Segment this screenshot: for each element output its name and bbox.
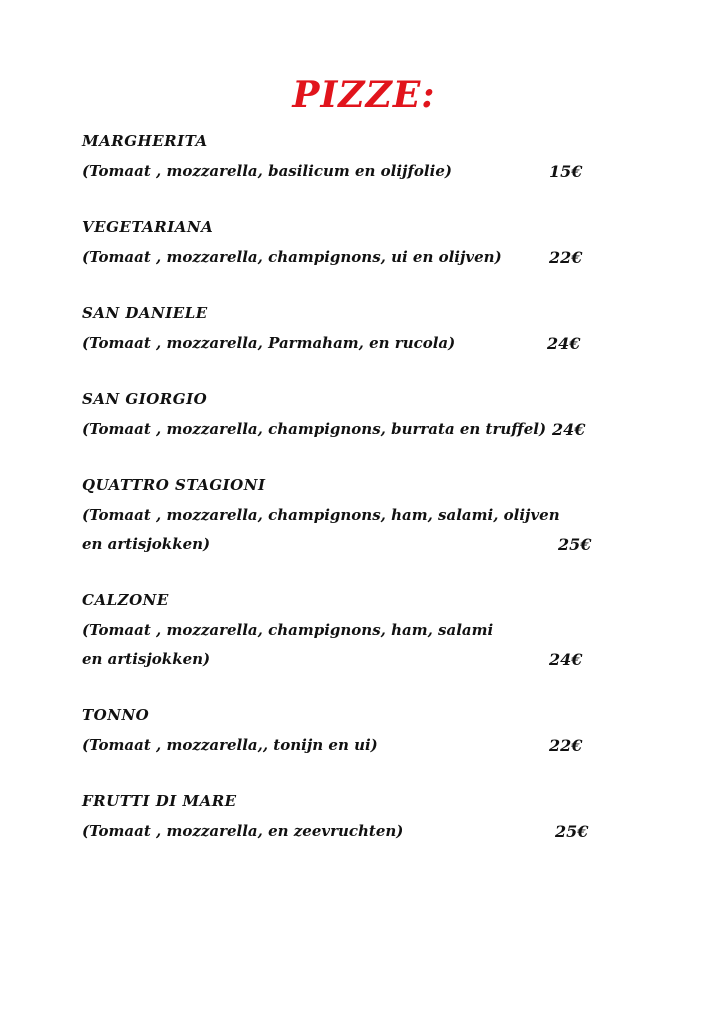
menu-item-margherita	[82, 128, 612, 214]
item-description	[82, 329, 552, 358]
item-price: 24€	[549, 650, 583, 669]
item-description-line: (Tomaat , mozzarella, Parmaham, en rucola)	[82, 334, 456, 352]
item-name: MARGHERITA	[82, 132, 208, 150]
item-description	[82, 616, 552, 674]
item-description-line: en artisjokken)	[82, 535, 211, 553]
item-description-line: (Tomaat , mozzarella, champignons, ui en olijven)	[82, 248, 502, 266]
menu-item-san-giorgio	[82, 386, 612, 472]
item-description-line: en artisjokken)	[82, 650, 211, 668]
item-description-line: (Tomaat , mozzarella,, tonijn en ui)	[82, 736, 378, 754]
item-name: VEGETARIANA	[82, 218, 214, 236]
item-description-line: (Tomaat , mozzarella, basilicum en olijfolie)	[82, 162, 452, 180]
item-description-line: (Tomaat , mozzarella, champignons, burrata en truffel)	[82, 420, 547, 438]
item-description	[82, 415, 552, 444]
item-description	[82, 817, 552, 846]
item-price: 15€	[549, 162, 583, 181]
item-description-line: (Tomaat , mozzarella, en zeevruchten)	[82, 822, 404, 840]
item-name: SAN GIORGIO	[82, 390, 208, 408]
item-description-line: (Tomaat , mozzarella, champignons, ham, salami, olijven	[82, 506, 560, 524]
item-description-line: (Tomaat , mozzarella, champignons, ham, salami	[82, 621, 494, 639]
item-description	[82, 731, 552, 760]
menu-item-vegetariana	[82, 214, 612, 300]
item-price: 25€	[558, 535, 592, 554]
item-name: FRUTTI DI MARE	[82, 792, 237, 810]
menu-item-quattro-stagioni	[82, 472, 612, 587]
menu-item-tonno	[82, 702, 612, 788]
item-description	[82, 501, 560, 559]
item-price: 25€	[555, 822, 589, 841]
item-name: CALZONE	[82, 591, 169, 609]
item-description	[82, 243, 552, 272]
menu-item-calzone	[82, 587, 612, 702]
item-description	[82, 157, 552, 186]
item-price: 24€	[547, 334, 581, 353]
menu-item-frutti-di-mare	[82, 788, 612, 874]
pizza-list	[82, 128, 612, 874]
menu-item-san-daniele	[82, 300, 612, 386]
item-name: TONNO	[82, 706, 150, 724]
item-price: 22€	[549, 248, 583, 267]
item-price: 22€	[549, 736, 583, 755]
item-price: 24€	[552, 420, 586, 439]
item-name: QUATTRO STAGIONI	[82, 476, 266, 494]
item-name: SAN DANIELE	[82, 304, 208, 322]
menu-title: PIZZE:	[292, 74, 436, 116]
